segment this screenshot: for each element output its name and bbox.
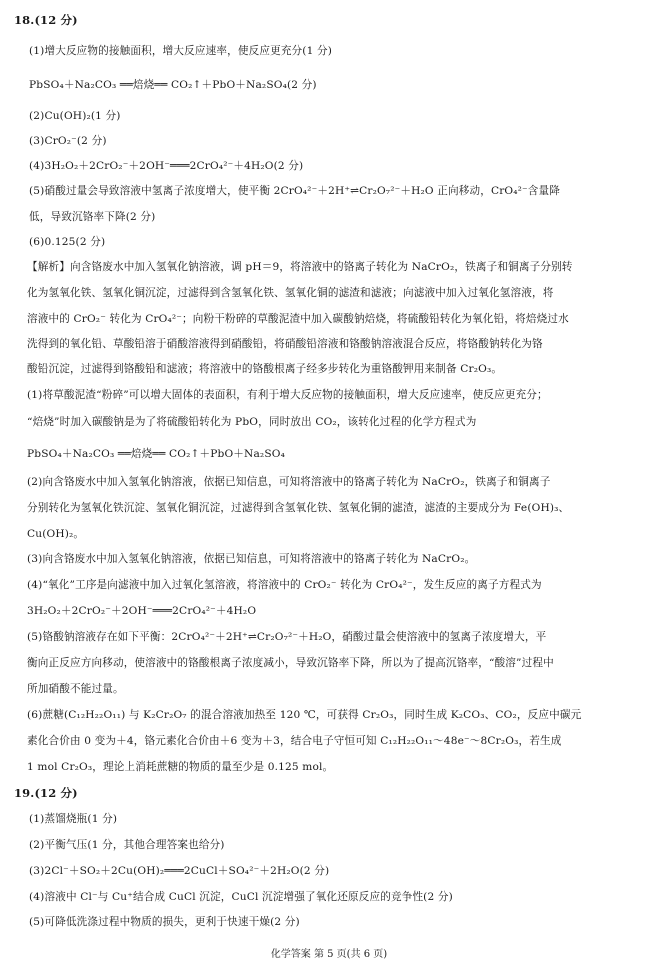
analysis-line: 酸铅沉淀，过滤得到铬酸铅和滤液；将溶液中的铬酸根离子经多步转化为重铬酸钾用来制备 Cr₂O₃。 <box>27 363 503 375</box>
equation-line: PbSO₄＋Na₂CO₃ ══焙烧══ CO₂↑＋PbO＋Na₂SO₄ <box>27 448 285 460</box>
analysis-line: 溶液中的 CrO₂⁻ 转化为 CrO₄²⁻；向粉干粉碎的草酸泥渣中加入碳酸钠焙烧，将硫酸铅转化为氧化铅，将焙烧过水 <box>27 313 569 325</box>
question-18-heading: 18.(12 分) <box>14 13 78 27</box>
analysis-line: 素化合价由 0 变为＋4，铬元素化合价由＋6 变为＋3，结合电子守恒可知 C₁₂H₂₂O₁₁～48e⁻～8Cr₂O₃，若生成 <box>27 735 562 747</box>
equation-line: PbSO₄＋Na₂CO₃ ══焙烧══ CO₂↑＋PbO＋Na₂SO₄(2 分) <box>29 79 317 91</box>
answer-line: 低，导致沉铬率下降(2 分) <box>29 211 156 223</box>
analysis-line: 1 mol Cr₂O₃，理论上消耗蔗糖的物质的量至少是 0.125 mol。 <box>27 761 334 773</box>
answer-line: (1)蒸馏烧瓶(1 分) <box>29 813 118 825</box>
analysis-line: 衡向正反应方向移动，使溶液中的铬酸根离子浓度减小，导致沉铬率下降，所以为了提高沉铬率，“酸溶”过程中 <box>27 657 554 669</box>
analysis-line: 【解析】向含铬废水中加入氢氧化钠溶液，调 pH＝9，将溶液中的铬离子转化为 NaCrO₂，铁离子和铜离子分别转 <box>27 261 573 273</box>
equation-line: (3)2Cl⁻＋SO₂＋2Cu(OH)₂═══2CuCl＋SO₄²⁻＋2H₂O(2 分) <box>29 865 330 877</box>
answer-line: (2)平衡气压(1 分，其他合理答案也给分) <box>29 839 225 851</box>
answer-line: (1)增大反应物的接触面积，增大反应速率，使反应更充分(1 分) <box>29 45 333 57</box>
analysis-line: Cu(OH)₂。 <box>27 528 85 540</box>
analysis-line: 化为氢氧化铁、氢氧化铜沉淀，过滤得到含氢氧化铁、氢氧化铜的滤渣和滤液；向滤液中加入过氧化氢溶液，将 <box>27 287 554 299</box>
answer-line: (4)溶液中 Cl⁻与 Cu⁺结合成 CuCl 沉淀，CuCl 沉淀增强了氧化还原反应的竞争性(2 分) <box>29 891 453 903</box>
answer-line: (6)0.125(2 分) <box>29 236 106 248</box>
analysis-line: (1)将草酸泥渣“粉碎”可以增大固体的表面积，有利于增大反应物的接触面积，增大反应速率，使反应更充分； <box>27 389 548 401</box>
page-footer: 化学答案 第 5 页(共 6 页) <box>270 949 388 960</box>
analysis-line: (4)“氧化”工序是向滤液中加入过氧化氢溶液，将溶液中的 CrO₂⁻ 转化为 CrO₄²⁻，发生反应的离子方程式为 <box>27 579 542 591</box>
analysis-line: (5)铬酸钠溶液存在如下平衡：2CrO₄²⁻＋2H⁺⇌Cr₂O₇²⁻＋H₂O，硝酸过量会使溶液中的氢离子浓度增大，平 <box>27 631 547 643</box>
equation-line: 3H₂O₂＋2CrO₂⁻＋2OH⁻═══2CrO₄²⁻＋4H₂O <box>27 605 257 617</box>
analysis-line: (3)向含铬废水中加入氢氧化钠溶液，依据已知信息，可知将溶液中的铬离子转化为 NaCrO₂。 <box>27 553 476 565</box>
analysis-line: “焙烧”时加入碳酸钠是为了将硫酸铅转化为 PbO，同时放出 CO₂，该转化过程的化学方程式为 <box>27 416 477 428</box>
analysis-line: (2)向含铬废水中加入氢氧化钠溶液，依据已知信息，可知将溶液中的铬离子转化为 NaCrO₂，铁离子和铜离子 <box>27 476 551 488</box>
analysis-line: (6)蔗糖(C₁₂H₂₂O₁₁) 与 K₂Cr₂O₇ 的混合溶液加热至 120 ℃，可获得 Cr₂O₃，同时生成 K₂CO₃、CO₂，反应中碳元 <box>27 709 582 721</box>
answer-line: (5)可降低洗涤过程中物质的损失，更利于快速干燥(2 分) <box>29 916 300 928</box>
question-19-heading: 19.(12 分) <box>14 786 78 800</box>
equation-line: (4)3H₂O₂＋2CrO₂⁻＋2OH⁻═══2CrO₄²⁻＋4H₂O(2 分) <box>29 160 304 172</box>
answer-line: (2)Cu(OH)₂(1 分) <box>29 110 121 122</box>
answer-line: (3)CrO₂⁻(2 分) <box>29 135 107 147</box>
analysis-line: 洗得到的氧化铅、草酸铅溶于硝酸溶液得到硝酸铅，将硝酸铅溶液和铬酸钠溶液混合反应，将铬酸钠转化为铬 <box>27 338 543 350</box>
analysis-line: 所加硝酸不能过量。 <box>27 683 124 695</box>
answer-line: (5)硝酸过量会导致溶液中氢离子浓度增大，使平衡 2CrO₄²⁻＋2H⁺⇌Cr₂O₇²⁻＋H₂O 正向移动，CrO₄²⁻含量降 <box>29 185 561 197</box>
analysis-line: 分别转化为氢氧化铁沉淀、氢氧化铜沉淀，过滤得到含氢氧化铁、氢氧化铜的滤渣，滤渣的主要成分为 Fe(OH)₃、 <box>27 502 570 514</box>
